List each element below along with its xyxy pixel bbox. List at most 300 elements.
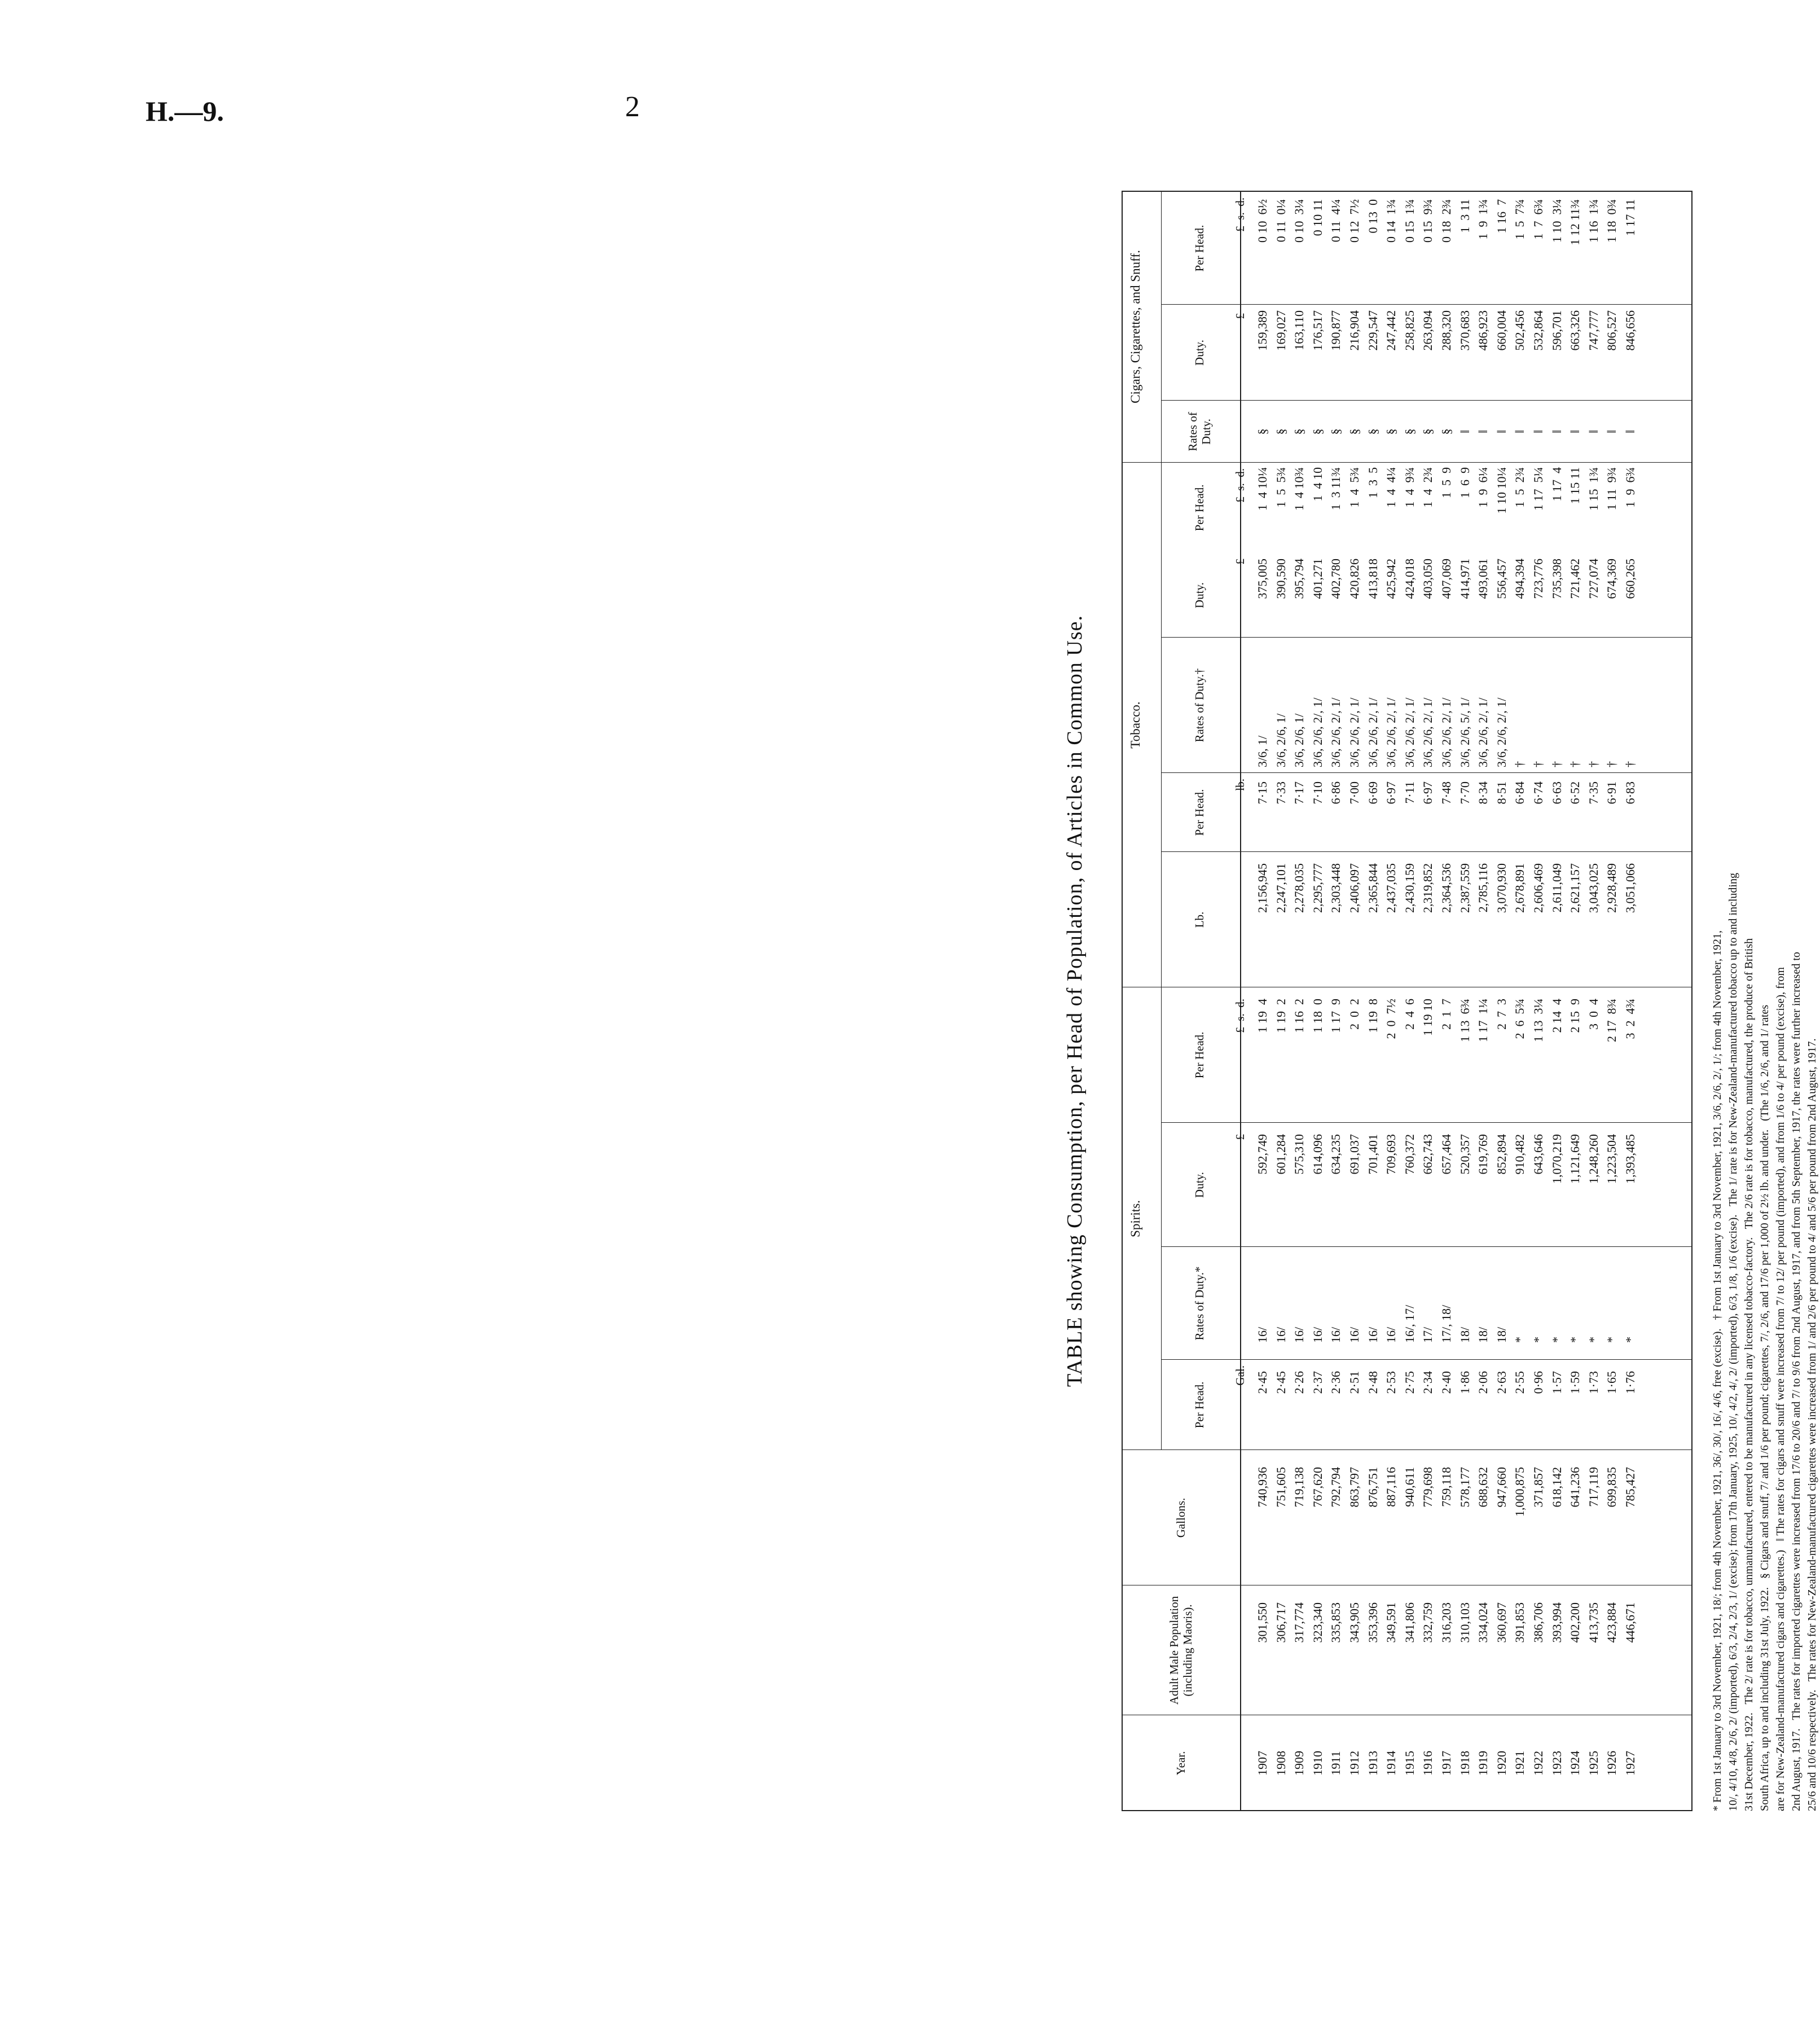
table-cell-lb: 2,611,049 [1549,863,1564,913]
table-cell-gph: 2·75 [1402,1371,1417,1394]
table-cell-lbph: 6·97 [1421,781,1435,805]
table-cell-pop: 386,706 [1531,1602,1545,1643]
footnote-line: are for New-Zealand-manufactured cigars and cigarettes.) ‖ The rates for cigars and snuff were increased from 7/ to 12/ per pound (imported), and from 1/6 to 4/ per pound (excise), from [1774,967,1787,1811]
table-cell-sduty: 1,393,485 [1623,1134,1637,1184]
table-cell-tph: 1 4 10 [1310,467,1325,502]
table-cell-sph: 3 0 4 [1586,999,1601,1030]
table-cell-sph: 2 4 6 [1402,999,1417,1030]
table-cell-sph: 1 16 2 [1292,999,1307,1033]
table-cell-lbph: 7·35 [1586,781,1601,805]
group-tobacco: Tobacco. [1128,701,1142,749]
table-cell-cduty: 169,027 [1273,310,1288,351]
table-cell-tph: 1 10 10¼ [1494,467,1509,514]
table-cell-lbph: 6·74 [1531,781,1545,805]
table-cell-cduty: 532,864 [1531,310,1545,351]
table-cell-year: 1922 [1531,1751,1545,1776]
unit-cigars-duty: £ [1233,313,1247,319]
table-cell-gal: 887,116 [1384,1467,1399,1507]
table-cell-sph: 1 18 0 [1310,999,1325,1033]
table-cell-tph: 1 3 5 [1365,467,1380,498]
table-cell-crate: § [1421,428,1435,435]
table-cell-tduty: 660,265 [1623,559,1637,599]
table-cell-sduty: 709,693 [1384,1134,1399,1175]
table-cell-tduty: 494,394 [1513,559,1527,599]
table-cell-lb: 2,430,159 [1402,863,1417,913]
table-cell-trate: 3/6, 2/6, 2/, 1/ [1347,697,1361,767]
table-cell-lbph: 7·17 [1292,781,1307,805]
table-cell-tph: 1 4 4¼ [1384,467,1399,508]
table-cell-year: 1916 [1421,1751,1435,1776]
table-cell-sduty: 760,372 [1402,1134,1417,1175]
table-cell-crate: ‖ [1494,429,1509,434]
table-cell-lb: 2,364,536 [1439,863,1453,913]
table-cell-sduty: 701,401 [1365,1134,1380,1175]
table-cell-srate: * [1586,1337,1601,1343]
table-cell-trate: 3/6, 2/6, 2/, 1/ [1421,697,1435,767]
table-cell-year: 1911 [1329,1751,1343,1776]
table-cell-sduty: 575,310 [1292,1134,1307,1175]
table-cell-srate: 16/ [1365,1326,1380,1343]
table-cell-sph: 1 13 3¼ [1531,999,1545,1042]
table-cell-sph: 2 7 3 [1494,999,1509,1030]
table-cell-sph: 1 17 1¼ [1476,999,1491,1042]
table-cell-year: 1926 [1604,1751,1619,1776]
unit-spirits-duty: £ [1233,1134,1247,1140]
table-cell-trate: 3/6, 2/6, 2/, 1/ [1439,697,1453,767]
table-cell-lbph: 7·15 [1255,781,1269,805]
table-cell-sph: 1 19 2 [1273,999,1288,1033]
table-cell-tph: 1 4 10¾ [1292,467,1307,511]
header-year: Year. [1174,1751,1188,1776]
table-cell-tduty: 375,005 [1255,559,1269,599]
table-cell-gph: 2·55 [1513,1371,1527,1394]
table-cell-tph: 1 17 4 [1549,467,1564,502]
table-cell-cph: 0 10 11 [1310,199,1325,236]
column-gallons [1254,1467,1639,1585]
column-spirits-rates [1254,1250,1639,1343]
table-cell-trate: 3/6, 2/6, 2/, 1/ [1476,697,1491,767]
table-cell-lb: 2,387,559 [1457,863,1472,913]
table-cell-pop: 413,735 [1586,1602,1601,1643]
header-gallons: Gallons. [1174,1497,1188,1538]
footnote-line: South Africa, up to and including 31st July, 1922. § Cigars and snuff, 7/ and 1/6 per pound; cigarettes, 7/, 2/6, and 17/6 per 1,000 of 2½ lb. and under. (The 1/6, 2/6, and 1/ rates [1759,1004,1771,1811]
table-cell-cph: 0 15 9¾ [1421,199,1435,243]
table-cell-crate: § [1384,428,1399,435]
table-cell-crate: ‖ [1513,429,1527,434]
table-cell-lb: 2,678,891 [1513,863,1527,913]
table-cell-crate: ‖ [1549,429,1564,434]
consumption-table [1122,191,1697,1811]
table-cell-trate: 3/6, 2/6, 2/, 1/ [1365,697,1380,767]
table-cell-tph: 1 3 11¾ [1329,467,1343,511]
table-cell-tduty: 424,018 [1402,559,1417,599]
table-cell-lb: 2,303,448 [1329,863,1343,913]
table-cell-gph: 1·65 [1604,1371,1619,1394]
unit-gallons: Gal. [1233,1365,1247,1386]
table-cell-pop: 343,905 [1347,1602,1361,1643]
table-cell-year: 1925 [1586,1751,1601,1776]
table-cell-cduty: 229,547 [1365,310,1380,351]
table-cell-tduty: 401,271 [1310,559,1325,599]
table-cell-trate: 3/6, 2/6, 1/ [1273,713,1288,767]
table-cell-year: 1923 [1549,1751,1564,1776]
document-code: H.—9. [146,95,224,127]
table-cell-lb: 2,406,097 [1347,863,1361,913]
table-cell-gph: 2·45 [1255,1371,1269,1394]
table-cell-srate: 16/ [1384,1326,1399,1343]
table-cell-srate: * [1568,1337,1582,1343]
unit-tobacco-duty: £ [1233,559,1247,565]
table-cell-sduty: 1,248,260 [1586,1134,1601,1184]
table-cell-trate: † [1586,761,1601,767]
table-cell-cduty: 660,004 [1494,310,1509,351]
table-cell-trate: † [1549,761,1564,767]
table-cell-tduty: 390,590 [1273,559,1288,599]
table-cell-year: 1908 [1273,1751,1288,1776]
table-cell-gph: 2·63 [1494,1371,1509,1394]
table-cell-lb: 3,070,930 [1494,863,1509,913]
table-cell-tduty: 556,457 [1494,559,1509,599]
table-cell-gph: 2·51 [1347,1371,1361,1394]
table-cell-gal: 876,751 [1365,1467,1380,1508]
table-cell-pop: 393,994 [1549,1602,1564,1643]
table-cell-tduty: 420,826 [1347,559,1361,599]
table-cell-lb: 2,247,101 [1273,863,1288,913]
table-cell-tph: 1 17 5¼ [1531,467,1545,511]
table-cell-gal: 688,632 [1476,1467,1491,1508]
table-cell-year: 1910 [1310,1751,1325,1776]
table-cell-year: 1917 [1439,1751,1453,1776]
table-cell-crate: ‖ [1623,429,1637,434]
table-cell-gal: 767,620 [1310,1467,1325,1508]
column-cigars-per-head [1254,199,1639,304]
footnote-line: 10/, 4/10, 4/8, 2/6, 2/ (imported), 6/3, 2/4, 2/3, 1/ (excise); from 17th January, 1925, 10/, 4/2, 4/, 2/ (imported), 6/3, 1/8, 1/6 (excise). The 1/ rate is for New-Zealand-manufactured tobacco up to and including [1727,873,1739,1811]
table-cell-lbph: 8·34 [1476,781,1491,805]
table-cell-cph: 1 10 3¼ [1549,199,1564,243]
table-cell-crate: § [1402,428,1417,435]
table-cell-crate: ‖ [1476,429,1491,434]
table-cell-lb: 2,606,469 [1531,863,1545,913]
table-cell-cduty: 502,456 [1513,310,1527,351]
table-cell-lbph: 6·86 [1329,781,1343,805]
table-cell-pop: 402,200 [1568,1602,1582,1643]
table-cell-tduty: 403,050 [1421,559,1435,599]
table-cell-crate: § [1292,428,1307,435]
column-spirits-per-head [1254,1371,1639,1450]
table-cell-year: 1921 [1513,1751,1527,1776]
table-cell-gph: 2·36 [1329,1371,1343,1394]
table-cell-srate: * [1513,1337,1527,1343]
table-cell-lbph: 6·84 [1513,781,1527,805]
table-cell-pop: 391,853 [1513,1602,1527,1643]
table-cell-sph: 1 17 9 [1329,999,1343,1033]
column-spirits-per-head-money [1254,999,1639,1112]
table-cell-crate: § [1310,428,1325,435]
table-cell-tph: 1 4 10¼ [1255,467,1269,511]
table-cell-trate: 3/6, 2/6, 2/, 1/ [1384,697,1399,767]
table-cell-sduty: 1,223,504 [1604,1134,1619,1184]
table-cell-gph: 2·40 [1439,1371,1453,1394]
table-cell-cduty: 486,923 [1476,310,1491,351]
table-cell-cph: 1 3 11 [1457,199,1472,233]
table-cell-cduty: 258,825 [1402,310,1417,351]
table-cell-pop: 334,024 [1476,1602,1491,1643]
table-cell-year: 1927 [1623,1751,1637,1776]
table-cell-trate: 3/6, 2/6, 2/, 1/ [1310,697,1325,767]
table-cell-cph: 1 12 11¾ [1568,199,1582,245]
table-cell-sduty: 1,121,649 [1568,1134,1582,1184]
table-cell-gal: 947,660 [1494,1467,1509,1508]
header-spirits-duty: Duty. [1193,1172,1206,1198]
table-cell-gal: 785,427 [1623,1467,1637,1508]
header-spirits-per-head-money: Per Head. [1193,1031,1206,1079]
table-cell-gal: 863,797 [1347,1467,1361,1508]
table-cell-lb: 3,051,066 [1623,863,1637,913]
table-cell-lb: 3,043,025 [1586,863,1601,913]
table-cell-lbph: 7·33 [1273,781,1288,805]
table-cell-tduty: 735,398 [1549,559,1564,599]
table-cell-sduty: 520,357 [1457,1134,1472,1175]
table-cell-cduty: 806,527 [1604,310,1619,351]
table-cell-crate: ‖ [1604,429,1619,434]
table-cell-year: 1919 [1476,1751,1491,1776]
footnote-line: 2nd August, 1917. The rates for imported cigarettes were increased from 17/6 to 20/6 and 7/ to 9/6 from 2nd August, 1917, and from 5th September, 1917, the rates were further increased to [1790,952,1803,1811]
table-cell-sph: 3 2 4¾ [1623,999,1637,1039]
header-lb: Lb. [1193,911,1206,928]
table-cell-lbph: 8·51 [1494,781,1509,805]
table-cell-srate: 18/ [1476,1326,1491,1343]
table-cell-lbph: 6·91 [1604,781,1619,805]
table-cell-cph: 1 18 0¾ [1604,199,1619,243]
footnote-line: 31st December, 1922. The 2/ rate is for tobacco, unmanufactured, entered to be manufactured in any licensed tobacco-factory. The 2/6 rate is for tobacco, manufactured, the produce of British [1743,938,1755,1811]
table-cell-sduty: 592,749 [1255,1134,1269,1175]
table-cell-sph: 1 13 6¾ [1457,999,1472,1042]
table-cell-gal: 940,611 [1402,1467,1417,1507]
table-cell-pop: 423,884 [1604,1602,1619,1643]
table-cell-gal: 792,794 [1329,1467,1343,1508]
table-cell-gal: 618,142 [1549,1467,1564,1508]
table-cell-srate: 17/ [1421,1326,1435,1343]
table-cell-tduty: 425,942 [1384,559,1399,599]
table-cell-gph: 1·76 [1623,1371,1637,1394]
table-cell-gal: 740,936 [1255,1467,1269,1508]
table-cell-tph: 1 4 9¾ [1402,467,1417,508]
table-cell-year: 1918 [1457,1751,1472,1776]
table-cell-gal: 751,605 [1273,1467,1288,1508]
table-cell-pop: 301,550 [1255,1602,1269,1643]
table-cell-year: 1920 [1494,1751,1509,1776]
table-cell-crate: § [1255,428,1269,435]
table-cell-lbph: 7·11 [1402,781,1417,804]
table-cell-pop: 335,853 [1329,1602,1343,1643]
table-cell-sph: 1 19 10 [1421,999,1435,1036]
table-cell-cduty: 159,389 [1255,310,1269,351]
column-tobacco-rates [1254,639,1639,767]
column-tobacco-duty [1254,559,1639,638]
table-cell-gph: 2·34 [1421,1371,1435,1394]
table-cell-tph: 1 9 6¾ [1623,467,1637,508]
table-cell-year: 1909 [1292,1751,1307,1776]
table-cell-gal: 1,000,875 [1513,1467,1527,1517]
table-cell-cduty: 663,326 [1568,310,1582,351]
table-cell-trate: 3/6, 2/6, 5/, 1/ [1457,697,1472,767]
table-cell-cduty: 190,877 [1329,310,1343,351]
table-cell-gal: 759,118 [1439,1467,1453,1507]
header-tobacco-rates: Rates of Duty.† [1193,668,1206,743]
table-cell-lbph: 6·52 [1568,781,1582,805]
table-cell-sduty: 852,894 [1494,1134,1509,1175]
table-cell-lb: 2,621,157 [1568,863,1582,913]
table-cell-lbph: 7·10 [1310,781,1325,805]
table-cell-cduty: 216,904 [1347,310,1361,351]
table-cell-cduty: 747,777 [1586,310,1601,351]
column-spirits-duty [1254,1134,1639,1247]
table-cell-lbph: 7·70 [1457,781,1472,805]
table-cell-srate: * [1531,1337,1545,1343]
table-cell-pop: 332,759 [1421,1602,1435,1643]
header-tobacco-per-head-money: Per Head. [1193,484,1206,531]
table-cell-sph: 1 19 8 [1365,999,1380,1033]
header-population: Adult Male Population (including Maoris). [1167,1596,1194,1705]
column-cigars-rates [1254,401,1639,463]
table-cell-crate: § [1439,428,1453,435]
table-cell-cph: 1 7 6¾ [1531,199,1545,240]
table-cell-sph: 2 14 4 [1549,999,1564,1033]
table-cell-cduty: 370,683 [1457,310,1472,351]
table-cell-lb: 2,156,945 [1255,863,1269,913]
table-cell-cph: 1 16 1¾ [1586,199,1601,243]
table-cell-tph: 1 6 9 [1457,467,1472,498]
table-cell-cduty: 263,094 [1421,310,1435,351]
table-cell-pop: 317,774 [1292,1602,1307,1643]
column-tobacco-per-head-money [1254,467,1639,552]
table-cell-tph: 1 5 9 [1439,467,1453,498]
header-tobacco-duty: Duty. [1193,582,1206,608]
header-tobacco-per-head: Per Head. [1193,789,1206,836]
table-cell-gph: 1·73 [1586,1371,1601,1394]
table-cell-trate: † [1531,761,1545,767]
table-cell-pop: 353,396 [1365,1602,1380,1643]
table-cell-srate: 16/, 17/ [1402,1304,1417,1343]
table-cell-gal: 779,698 [1421,1467,1435,1508]
table-cell-sph: 2 15 9 [1568,999,1582,1033]
table-cell-gal: 699,835 [1604,1467,1619,1508]
table-cell-lb: 2,785,116 [1476,863,1491,913]
table-cell-lbph: 7·48 [1439,781,1453,805]
table-cell-cph: 1 16 7 [1494,199,1509,234]
table-cell-gph: 0·96 [1531,1371,1545,1394]
table-cell-srate: 16/ [1329,1326,1343,1343]
table-cell-trate: 3/6, 2/6, 1/ [1292,713,1307,767]
table-cell-year: 1924 [1568,1751,1582,1776]
footnotes [1709,191,1820,1811]
header-cigars-per-head: Per Head. [1193,225,1206,272]
table-cell-pop: 341,806 [1402,1602,1417,1643]
column-population [1254,1602,1639,1710]
table-cell-gal: 719,138 [1292,1467,1307,1508]
table-cell-tph: 1 5 5¾ [1273,467,1288,508]
table-cell-lb: 2,278,035 [1292,863,1307,913]
table-cell-gph: 2·37 [1310,1371,1325,1394]
group-cigars: Cigars, Cigarettes, and Snuff. [1128,250,1142,403]
table-cell-sph: 2 6 5¾ [1513,999,1527,1039]
rotated-table-block [1055,191,1818,1811]
table-cell-gal: 578,177 [1457,1467,1472,1508]
table-cell-crate: ‖ [1586,429,1601,434]
footnote-line: 25/6 and 10/6 respectively. The rates for New-Zealand-manufactured cigarettes were increased from 1/ and 2/6 per pound to 4/ and 5/6 per pound from 2nd August, 1917. [1806,1038,1818,1811]
table-cell-srate: 18/ [1494,1326,1509,1343]
table-cell-srate: 16/ [1273,1326,1288,1343]
table-cell-tduty: 493,061 [1476,559,1491,599]
table-cell-srate: * [1604,1337,1619,1343]
table-cell-lb: 2,365,844 [1365,863,1380,913]
table-cell-sduty: 601,284 [1273,1134,1288,1175]
table-cell-trate: 3/6, 1/ [1255,735,1269,767]
table-cell-tph: 1 9 6¼ [1476,467,1491,508]
table-cell-cph: 0 10 3¼ [1292,199,1307,243]
table-cell-sduty: 614,096 [1310,1134,1325,1175]
table-cell-gph: 2·45 [1273,1371,1288,1394]
table-cell-cph: 0 10 6½ [1255,199,1269,243]
column-lb [1254,863,1639,987]
table-cell-pop: 316,203 [1439,1602,1453,1643]
table-cell-tduty: 723,776 [1531,559,1545,599]
header-cigars-duty: Duty. [1193,340,1206,366]
unit-tobacco-lsd: £ s. d. [1233,468,1247,503]
table-cell-sph: 2 0 7½ [1384,999,1399,1039]
table-cell-crate: § [1365,428,1380,435]
table-cell-trate: † [1513,761,1527,767]
table-cell-crate: § [1329,428,1343,435]
table-cell-tduty: 407,069 [1439,559,1453,599]
table-cell-pop: 446,671 [1623,1602,1637,1643]
table-cell-trate: † [1568,761,1582,767]
table-cell-cduty: 176,517 [1310,310,1325,351]
header-cigars-rates: Rates of Duty. [1186,412,1213,451]
table-cell-lbph: 6·97 [1384,781,1399,805]
table-cell-cduty: 846,656 [1623,310,1637,351]
table-cell-tph: 1 15 1¾ [1586,467,1601,511]
header-spirits-per-head: Per Head. [1193,1381,1206,1429]
table-cell-gph: 2·48 [1365,1371,1380,1394]
table-cell-tduty: 413,818 [1365,559,1380,599]
table-cell-lbph: 7·00 [1347,781,1361,805]
table-cell-trate: † [1604,761,1619,767]
table-cell-cph: 1 5 7¾ [1513,199,1527,240]
table-cell-cph: 1 17 11 [1623,199,1637,236]
table-cell-pop: 360,697 [1494,1602,1509,1643]
header-spirits-rates: Rates of Duty.* [1193,1266,1206,1341]
table-cell-crate: ‖ [1531,429,1545,434]
table-cell-srate: 16/ [1255,1326,1269,1343]
table-cell-lbph: 6·83 [1623,781,1637,805]
table-cell-cph: 0 15 1¾ [1402,199,1417,243]
table-cell-cduty: 247,442 [1384,310,1399,351]
table-cell-sduty: 657,464 [1439,1134,1453,1175]
table-cell-lbph: 6·69 [1365,781,1380,805]
table-cell-srate: 16/ [1292,1326,1307,1343]
table-cell-crate: § [1347,428,1361,435]
table-cell-sph: 1 19 4 [1255,999,1269,1033]
group-spirits: Spirits. [1128,1200,1142,1237]
units-row [1233,191,1250,1811]
table-cell-gal: 371,857 [1531,1467,1545,1508]
table-cell-gph: 2·26 [1292,1371,1307,1394]
table-cell-pop: 349,591 [1384,1602,1399,1643]
table-cell-crate: § [1273,428,1288,435]
table-cell-srate: 16/ [1310,1326,1325,1343]
table-cell-tduty: 414,971 [1457,559,1472,599]
